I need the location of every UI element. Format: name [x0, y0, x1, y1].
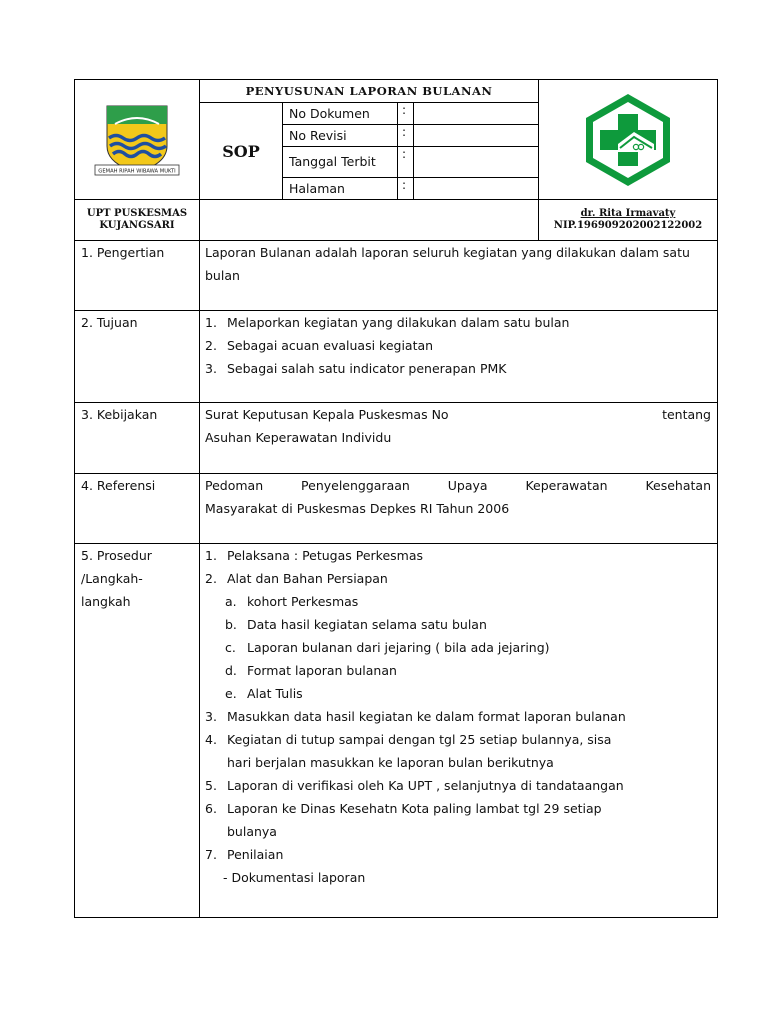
org-line-1: UPT PUSKESMAS — [86, 208, 188, 219]
list-item: 3. Sebagai salah satu indicator penerapan PMK — [205, 361, 507, 376]
list-item: - Dokumentasi laporan — [223, 870, 366, 885]
meta-tanggal-terbit-value — [414, 147, 539, 178]
list-item: hari berjalan masukkan ke laporan bulan berikutnya — [227, 755, 554, 770]
bandung-city-emblem-icon — [91, 100, 183, 180]
puskesmas-logo-cell — [539, 80, 718, 200]
meta-no-revisi-label: No Revisi — [283, 125, 398, 147]
list-item: 1. Melaporkan kegiatan yang dilakukan dalam satu bulan — [205, 315, 570, 330]
meta-no-dokumen-label: No Dokumen — [283, 103, 398, 125]
row-referensi — [75, 474, 718, 544]
meta-halaman-sep: : — [398, 178, 414, 200]
signer-nip: NIP.196909202002122002 — [553, 220, 703, 231]
content-tujuan — [200, 311, 718, 403]
meta-no-dokumen-value — [414, 103, 539, 125]
list-item: 6. Laporan ke Dinas Kesehatn Kota paling lambat tgl 29 setiap — [205, 801, 602, 816]
list-item: e. Alat Tulis — [225, 686, 303, 701]
list-item: 5. Laporan di verifikasi oleh Ka UPT , selanjutnya di tandataangan — [205, 778, 624, 793]
sop-body-table — [74, 240, 718, 918]
content-prosedur — [200, 544, 718, 918]
sop-document — [74, 79, 717, 918]
meta-no-dokumen-sep: : — [398, 103, 414, 125]
bandung-emblem-cell — [75, 80, 200, 200]
meta-no-revisi-value — [414, 125, 539, 147]
list-item: bulanya — [227, 824, 277, 839]
document-title: PENYUSUNAN LAPORAN BULANAN — [200, 80, 539, 103]
kebijakan-text-left: Surat Keputusan Kepala Puskesmas No — [205, 407, 449, 422]
meta-halaman-value — [414, 178, 539, 200]
label-tujuan: 2. Tujuan — [75, 311, 200, 403]
organization-name — [75, 200, 200, 241]
list-item: 1. Pelaksana : Petugas Perkesmas — [205, 548, 424, 563]
meta-halaman-label: Halaman — [283, 178, 398, 200]
sop-label: SOP — [200, 103, 283, 200]
meta-tanggal-terbit-sep: : — [398, 147, 414, 178]
emblem-motto: GEMAH RIPAH WIBAWA MUKTI — [98, 168, 176, 174]
label-prosedur: 5. Prosedur /Langkah- langkah — [75, 544, 200, 918]
list-item: a. kohort Perkesmas — [225, 594, 359, 609]
row-kebijakan — [75, 403, 718, 474]
meta-no-revisi-sep: : — [398, 125, 414, 147]
referensi-line1: Pedoman Penyelenggaraan Upaya Keperawatan Kesehatan — [205, 478, 711, 493]
sop-header-table — [74, 79, 718, 241]
blank-middle-cell — [200, 200, 539, 241]
meta-tanggal-terbit-label: Tanggal Terbit — [283, 147, 398, 178]
kebijakan-text-line2: Asuhan Keperawatan Individu — [205, 430, 392, 445]
row-pengertian — [75, 241, 718, 311]
list-item: b. Data hasil kegiatan selama satu bulan — [225, 617, 487, 632]
list-item: 4. Kegiatan di tutup sampai dengan tgl 25 setiap bulannya, sisa — [205, 732, 612, 747]
content-pengertian: Laporan Bulanan adalah laporan seluruh kegiatan yang dilakukan dalam satu bulan — [200, 241, 718, 311]
list-item: 7. Penilaian — [205, 847, 284, 862]
signature-block — [539, 200, 718, 241]
list-item: d. Format laporan bulanan — [225, 663, 397, 678]
content-referensi — [200, 474, 718, 544]
list-item: 2. Alat dan Bahan Persiapan — [205, 571, 388, 586]
label-pengertian: 1. Pengertian — [75, 241, 200, 311]
row-prosedur — [75, 544, 718, 918]
label-kebijakan: 3. Kebijakan — [75, 403, 200, 474]
row-tujuan — [75, 311, 718, 403]
org-line-2: KUJANGSARI — [99, 220, 175, 231]
list-item: 3. Masukkan data hasil kegiatan ke dalam format laporan bulanan — [205, 709, 626, 724]
kebijakan-text-right: tentang — [662, 407, 711, 422]
label-referensi: 4. Referensi — [75, 474, 200, 544]
list-item: c. Laporan bulanan dari jejaring ( bila ada jejaring) — [225, 640, 550, 655]
content-kebijakan — [200, 403, 718, 474]
list-item: 2. Sebagai acuan evaluasi kegiatan — [205, 338, 434, 353]
signer-name: dr. Rita Irmavaty — [580, 208, 676, 219]
puskesmas-logo-icon — [576, 90, 680, 190]
referensi-line2: Masyarakat di Puskesmas Depkes RI Tahun 2006 — [205, 501, 510, 516]
